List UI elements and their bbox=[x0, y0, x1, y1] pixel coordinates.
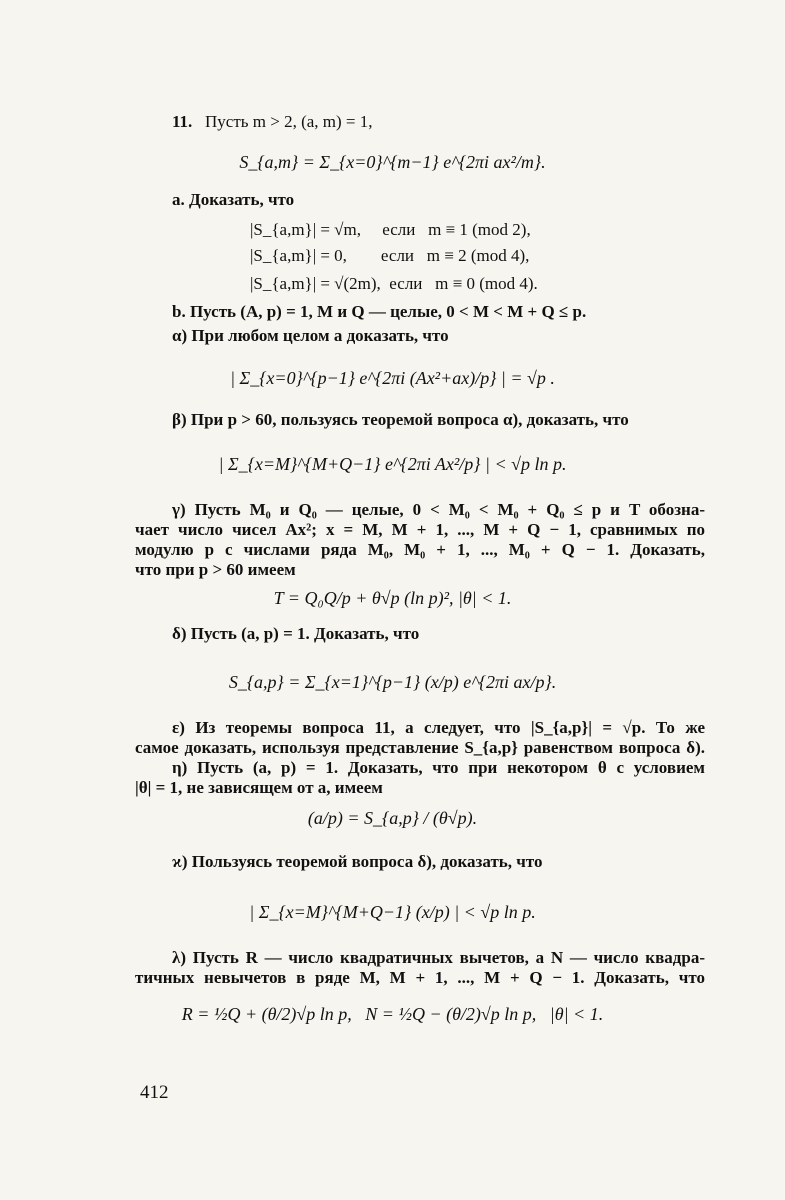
formula-alpha: | Σ_{x=0}^{p−1} e^{2πi (Ax²+ax)/p} | = √p . bbox=[230, 368, 555, 388]
formula-kappa: | Σ_{x=M}^{M+Q−1} (x/p) | < √p ln p. bbox=[249, 902, 536, 922]
formula-sum: S_{a,m} = Σ_{x=0}^{m−1} e^{2πi ax²/m}. bbox=[239, 152, 546, 172]
intro-line: Пусть m > 2, (a, m) = 1, bbox=[205, 112, 373, 131]
item-gamma-line-4: что при p > 60 имеем bbox=[135, 560, 296, 579]
item-epsilon-line-1: ε) Из теоремы вопроса 11, a следует, что |S_{a,p}| = √p. То же bbox=[172, 718, 705, 737]
part-b-heading: b. Пусть (A, p) = 1, M и Q — целые, 0 < M < M + Q ≤ p. bbox=[172, 302, 587, 321]
formula-lambda: R = ½Q + (θ/2)√p ln p, N = ½Q − (θ/2)√p ln p, |θ| < 1. bbox=[181, 1004, 604, 1024]
item-lambda-line-1: λ) Пусть R — число квадратичных вычетов, а N — число квадра- bbox=[172, 948, 705, 967]
item-epsilon-line-2: самое доказать, используя представление S_{a,p} равенством вопроса δ). bbox=[135, 738, 705, 757]
page-number: 412 bbox=[140, 1082, 169, 1103]
formula-beta: | Σ_{x=M}^{M+Q−1} e^{2πi Ax²/p} | < √p ln p. bbox=[218, 454, 567, 474]
part-a-case-2: |S_{a,m}| = 0, если m ≡ 2 (mod 4), bbox=[250, 246, 530, 265]
item-gamma-line-3: модулю p с числами ряда M₀, M₀ + 1, ..., M₀ + Q − 1. Доказать, bbox=[135, 540, 705, 559]
item-gamma-line-1: γ) Пусть M₀ и Q₀ — целые, 0 < M₀ < M₀ + Q₀ ≤ p и T обозна- bbox=[172, 500, 705, 519]
formula-eta: (a/p) = S_{a,p} / (θ√p). bbox=[307, 808, 478, 828]
item-alpha: α) При любом целом a доказать, что bbox=[172, 326, 449, 345]
item-kappa: ϰ) Пользуясь теоремой вопроса δ), доказать, что bbox=[172, 852, 543, 871]
formula-gamma: T = Q₀Q/p + θ√p (ln p)², |θ| < 1. bbox=[273, 588, 512, 608]
part-a-case-3: |S_{a,m}| = √(2m), если m ≡ 0 (mod 4). bbox=[250, 274, 538, 293]
item-eta-line-2: |θ| = 1, не зависящем от a, имеем bbox=[135, 778, 383, 797]
problem-number: 11. bbox=[172, 112, 193, 131]
item-delta: δ) Пусть (a, p) = 1. Доказать, что bbox=[172, 624, 420, 643]
item-gamma-line-2: чает число чисел Ax²; x = M, M + 1, ..., M + Q − 1, сравнимых по bbox=[135, 520, 705, 539]
item-lambda-line-2: тичных невычетов в ряде M, M + 1, ..., M + Q − 1. Доказать, что bbox=[135, 968, 705, 987]
item-eta-line-1: η) Пусть (a, p) = 1. Доказать, что при некотором θ с условием bbox=[172, 758, 705, 777]
formula-delta: S_{a,p} = Σ_{x=1}^{p−1} (x/p) e^{2πi ax/p}. bbox=[228, 672, 557, 692]
part-a-case-1: |S_{a,m}| = √m, если m ≡ 1 (mod 2), bbox=[250, 220, 531, 239]
part-a-heading: a. Доказать, что bbox=[172, 190, 295, 209]
item-beta: β) При p > 60, пользуясь теоремой вопроса α), доказать, что bbox=[172, 410, 629, 429]
